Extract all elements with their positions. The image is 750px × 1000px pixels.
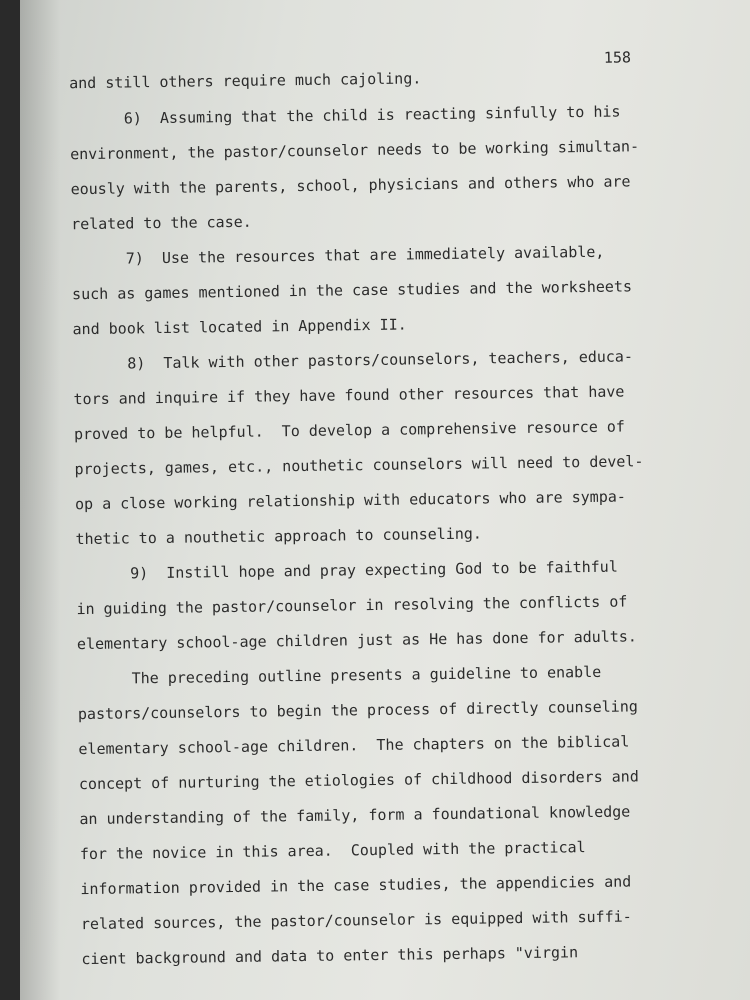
page-number: 158 bbox=[603, 48, 632, 67]
text-line: and book list located in Appendix II. bbox=[72, 315, 407, 339]
document-page bbox=[20, 0, 750, 1000]
text-line: thetic to a nouthetic approach to counseling. bbox=[75, 524, 482, 549]
text-line: environment, the pastor/counselor needs to be working simultan- bbox=[70, 137, 640, 164]
text-line: 7) Use the resources that are immediately available, bbox=[71, 242, 605, 269]
text-line: projects, games, etc., nouthetic counselors will need to devel- bbox=[74, 452, 644, 479]
text-line: and still others require much cajoling. bbox=[69, 69, 422, 93]
text-line: 8) Talk with other pastors/counselors, teachers, educa- bbox=[72, 347, 634, 374]
text-line: proved to be helpful. To develop a comprehensive resource of bbox=[73, 417, 626, 444]
text-line: concept of nurturing the etiologies of childhood disorders and bbox=[78, 767, 639, 794]
page-content bbox=[68, 0, 702, 1000]
text-line: eously with the parents, school, physicians and others who are bbox=[70, 172, 631, 199]
text-line: elementary school-age children. The chapters on the biblical bbox=[78, 732, 630, 759]
text-line: such as games mentioned in the case studies and the worksheets bbox=[71, 277, 633, 304]
text-line: elementary school-age children just as He has done for adults. bbox=[76, 627, 637, 654]
page-binding-shadow bbox=[20, 0, 60, 1000]
text-line: related sources, the pastor/counselor is equipped with suffi- bbox=[80, 907, 632, 934]
text-line: an understanding of the family, form a foundational knowledge bbox=[79, 802, 631, 829]
text-line: related to the case. bbox=[70, 212, 252, 234]
text-line: information provided in the case studies, the appendicies and bbox=[80, 872, 632, 899]
text-line: op a close working relationship with educators who are sympa- bbox=[74, 487, 626, 514]
text-line: tors and inquire if they have found other resources that have bbox=[73, 382, 625, 409]
text-line: cient background and data to enter this perhaps "virgin bbox=[81, 943, 579, 969]
text-line: 6) Assuming that the child is reacting sinfully to his bbox=[69, 102, 621, 129]
text-line: in guiding the pastor/counselor in resolving the conflicts of bbox=[76, 592, 628, 619]
text-line: 9) Instill hope and pray expecting God to be faithful bbox=[75, 557, 618, 584]
text-line: for the novice in this area. Coupled with the practical bbox=[79, 838, 586, 864]
text-line: The preceding outline presents a guideline to enable bbox=[77, 662, 602, 689]
text-line: pastors/counselors to begin the process of directly counseling bbox=[77, 697, 638, 724]
